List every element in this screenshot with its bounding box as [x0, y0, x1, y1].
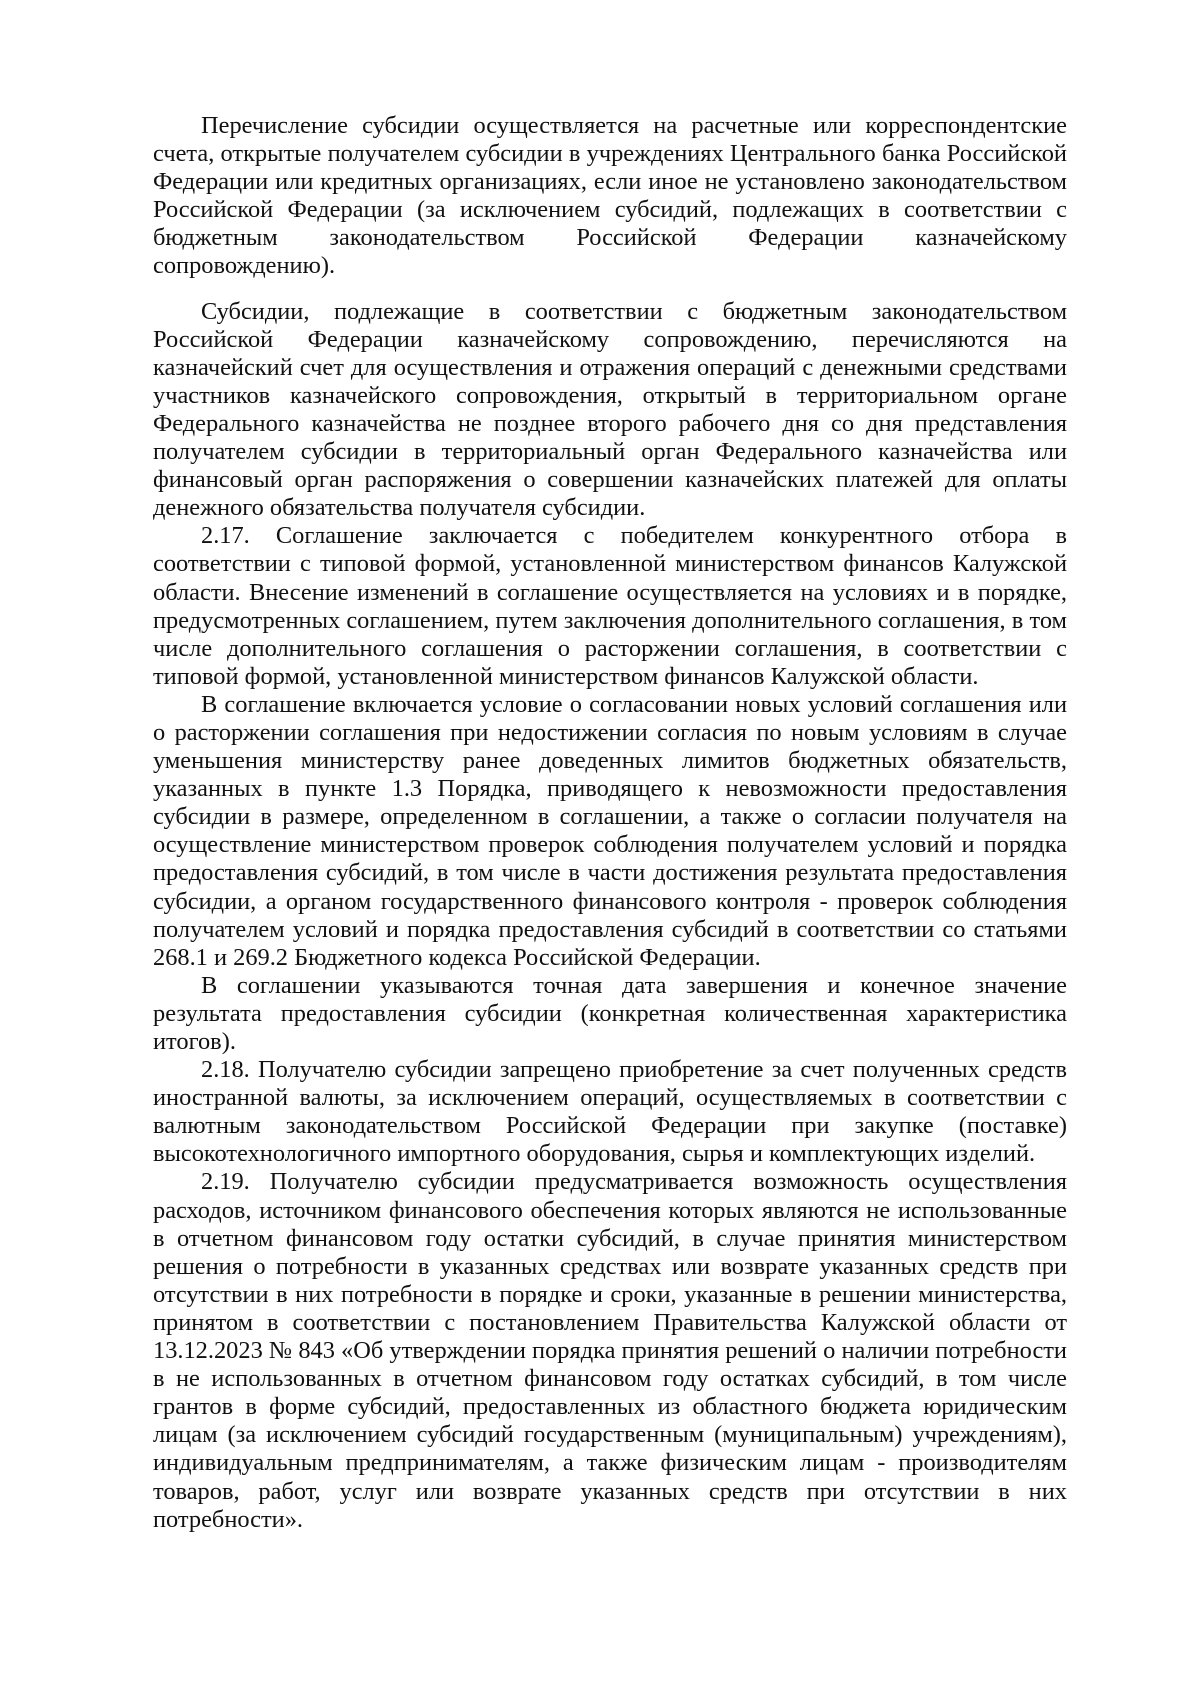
- paragraph-transfer-accounts: Перечисление субсидии осуществляется на расчетные или корреспондентские счета, открытые получателем субсидии в учреждениях Центрального банка Российской Федерации или кредитных организациях, если иное не установлено законодательством Российской Федерации (за исключением субсидий, подлежащих в соответствии с бюджетным законодательством Российской Федерации казначейскому сопровождению).: [153, 112, 1067, 280]
- document-page: [153, 112, 1067, 1534]
- paragraph-result-date: В соглашении указываются точная дата завершения и конечное значение результата предоставления субсидии (конкретная количественная характеристика итогов).: [153, 971, 1067, 1055]
- paragraph-treasury-support: Субсидии, подлежащие в соответствии с бюджетным законодательством Российской Федерации казначейскому сопровождению, перечисляются на казначейский счет для осуществления и отражения операций с денежными средствами участников казначейского сопровождения, открытый в территориальном органе Федерального казначейства не позднее второго рабочего дня со дня представления получателем субсидии в территориальный орган Федерального казначейства или финансовый орган распоряжения о совершении казначейских платежей для оплаты денежного обязательства получателя субсидии.: [153, 297, 1067, 522]
- paragraph-2-18-currency: 2.18. Получателю субсидии запрещено приобретение за счет полученных средств иностранной валюты, за исключением операций, осуществляемых в соответствии с валютным законодательством Российской Федерации при закупке (поставке) высокотехнологичного импортного оборудования, сырья и комплектующих изделий.: [153, 1056, 1067, 1168]
- paragraph-agreement-conditions: В соглашение включается условие о согласовании новых условий соглашения или о расторжении соглашения при недостижении согласия по новым условиям в случае уменьшения министерству ранее доведенных лимитов бюджетных обязательств, указанных в пункте 1.3 Порядка, приводящего к невозможности предоставления субсидии в размере, определенном в соглашении, а также о согласии получателя на осуществление министерством проверок соблюдения получателем условий и порядка предоставления субсидий, в том числе в части достижения результата предоставления субсидии, а органом государственного финансового контроля - проверок соблюдения получателем условий и порядка предоставления субсидий в соответствии со статьями 268.1 и 269.2 Бюджетного кодекса Российской Федерации.: [153, 690, 1067, 971]
- paragraph-2-19-unused-balances: 2.19. Получателю субсидии предусматривается возможность осуществления расходов, источником финансового обеспечения которых являются не использованные в отчетном финансовом году остатки субсидий, в случае принятия министерством решения о потребности в указанных средствах или возврате указанных средств при отсутствии в них потребности в порядке и сроки, указанные в решении министерства, принятом в соответствии с постановлением Правительства Калужской области от 13.12.2023 № 843 «Об утверждении порядка принятия решений о наличии потребности в не использованных в отчетном финансовом году остатках субсидий, в том числе грантов в форме субсидий, предоставленных из областного бюджета юридическим лицам (за исключением субсидий государственным (муниципальным) учреждениям), индивидуальным предпринимателям, а также физическим лицам - производителям товаров, работ, услуг или возврате указанных средств при отсутствии в них потребности».: [153, 1168, 1067, 1533]
- paragraph-2-17-agreement: 2.17. Соглашение заключается с победителем конкурентного отбора в соответствии с типовой формой, установленной министерством финансов Калужской области. Внесение изменений в соглашение осуществляется на условиях и в порядке, предусмотренных соглашением, путем заключения дополнительного соглашения, в том числе дополнительного соглашения о расторжении соглашения, в соответствии с типовой формой, установленной министерством финансов Калужской области.: [153, 522, 1067, 690]
